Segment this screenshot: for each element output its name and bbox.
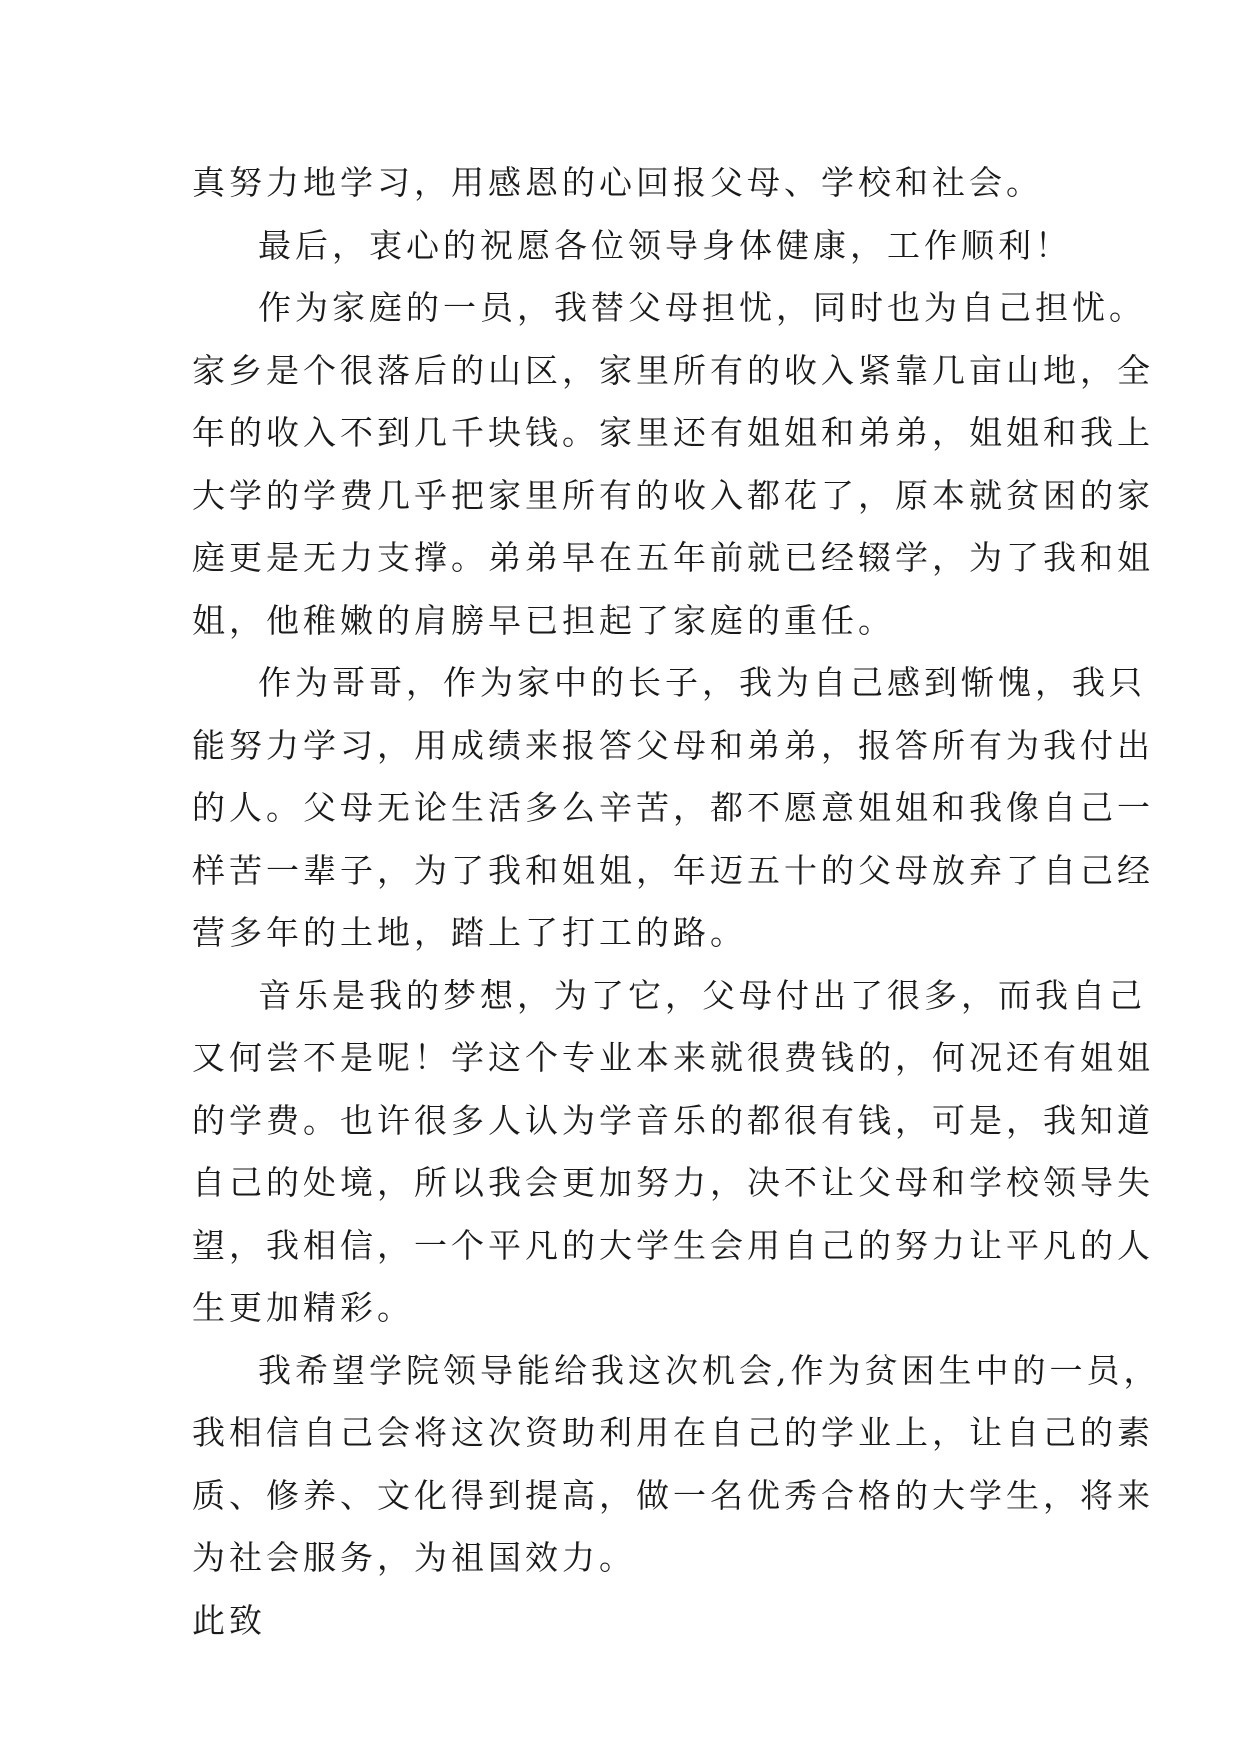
text-line: 质、修养、文化得到提高，做一名优秀合格的大学生，将来 (192, 1475, 1154, 1515)
letter-body (192, 152, 1161, 1652)
text-line: 最后，衷心的祝愿各位领导身体健康，工作顺利！ (258, 225, 1072, 265)
text-line: 营多年的土地，踏上了打工的路。 (192, 913, 747, 952)
text-line: 望，我相信，一个平凡的大学生会用自己的努力让平凡的人 (192, 1225, 1154, 1265)
text-line: 为社会服务，为祖国效力。 (192, 1538, 636, 1577)
text-line: 家乡是个很落后的山区，家里所有的收入紧靠几亩山地，全 (192, 350, 1154, 390)
text-line: 生更加精彩。 (192, 1288, 414, 1327)
text-line: 作为哥哥，作为家中的长子，我为自己感到惭愧，我只 (258, 663, 1146, 702)
text-line: 音乐是我的梦想，为了它，父母付出了很多，而我自己 (258, 975, 1146, 1015)
text-line: 样苦一辈子，为了我和姐姐，年迈五十的父母放弃了自己经 (192, 850, 1154, 890)
text-line: 作为家庭的一员，我替父母担忧，同时也为自己担忧。 (258, 288, 1146, 327)
text-line: 的学费。也许很多人认为学音乐的都很有钱，可是，我知道 (192, 1100, 1154, 1140)
text-line: 大学的学费几乎把家里所有的收入都花了，原本就贫困的家 (192, 475, 1154, 515)
text-line: 此致 (192, 1600, 266, 1640)
text-line: 年的收入不到几千块钱。家里还有姐姐和弟弟，姐姐和我上 (192, 413, 1154, 452)
text-line: 能努力学习，用成绩来报答父母和弟弟，报答所有为我付出 (192, 725, 1154, 765)
text-line: 姐，他稚嫩的肩膀早已担起了家庭的重任。 (192, 600, 895, 640)
text-line: 庭更是无力支撑。弟弟早在五年前就已经辍学，为了我和姐 (192, 538, 1154, 577)
text-line: 我相信自己会将这次资助利用在自己的学业上，让自己的素 (192, 1413, 1154, 1452)
text-line: 我希望学院领导能给我这次机会,作为贫困生中的一员， (258, 1350, 1161, 1390)
text-line: 的人。父母无论生活多么辛苦，都不愿意姐姐和我像自己一 (192, 788, 1154, 827)
text-line: 又何尝不是呢！学这个专业本来就很费钱的，何况还有姐姐 (192, 1038, 1154, 1077)
text-line: 自己的处境，所以我会更加努力，决不让父母和学校领导失 (192, 1163, 1154, 1202)
text-line: 真努力地学习，用感恩的心回报父母、学校和社会。 (192, 163, 1043, 202)
